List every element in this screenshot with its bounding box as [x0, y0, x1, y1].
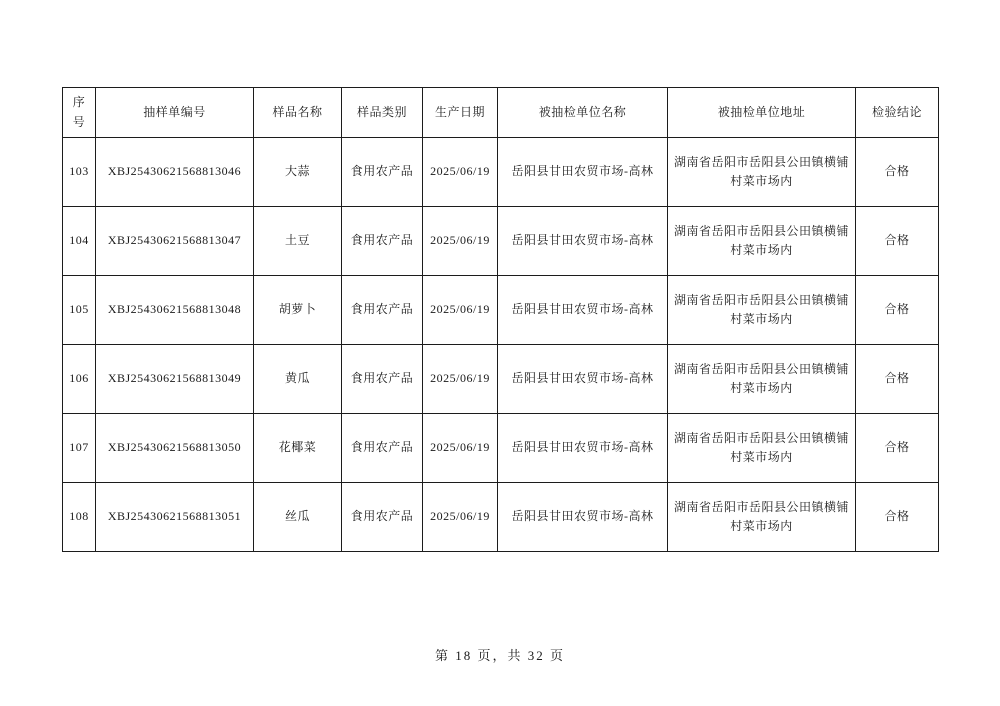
cell-category: 食用农产品 [342, 414, 423, 483]
cell-date: 2025/06/19 [423, 483, 498, 552]
cell-unit-name: 岳阳县甘田农贸市场-高林 [498, 138, 668, 207]
cell-unit-address: 湖南省岳阳市岳阳县公田镇横铺村菜市场内 [668, 207, 856, 276]
cell-sample-name: 土豆 [254, 207, 342, 276]
cell-code: XBJ25430621568813051 [96, 483, 254, 552]
cell-unit-address: 湖南省岳阳市岳阳县公田镇横铺村菜市场内 [668, 345, 856, 414]
cell-unit-address: 湖南省岳阳市岳阳县公田镇横铺村菜市场内 [668, 138, 856, 207]
inspection-results-table [62, 87, 939, 552]
cell-category: 食用农产品 [342, 276, 423, 345]
table-row [63, 276, 939, 345]
header-cell-unit-name: 被抽检单位名称 [498, 88, 668, 138]
cell-category: 食用农产品 [342, 207, 423, 276]
cell-date: 2025/06/19 [423, 207, 498, 276]
cell-date: 2025/06/19 [423, 276, 498, 345]
cell-unit-name: 岳阳县甘田农贸市场-高林 [498, 345, 668, 414]
cell-serial: 104 [63, 207, 96, 276]
cell-serial: 105 [63, 276, 96, 345]
cell-unit-address: 湖南省岳阳市岳阳县公田镇横铺村菜市场内 [668, 483, 856, 552]
cell-sample-name: 丝瓜 [254, 483, 342, 552]
cell-serial: 108 [63, 483, 96, 552]
cell-date: 2025/06/19 [423, 345, 498, 414]
cell-code: XBJ25430621568813046 [96, 138, 254, 207]
cell-result: 合格 [856, 276, 939, 345]
cell-code: XBJ25430621568813047 [96, 207, 254, 276]
cell-category: 食用农产品 [342, 138, 423, 207]
cell-unit-address: 湖南省岳阳市岳阳县公田镇横铺村菜市场内 [668, 276, 856, 345]
cell-sample-name: 黄瓜 [254, 345, 342, 414]
header-cell-serial: 序号 [63, 88, 96, 138]
cell-category: 食用农产品 [342, 483, 423, 552]
cell-result: 合格 [856, 207, 939, 276]
cell-category: 食用农产品 [342, 345, 423, 414]
cell-code: XBJ25430621568813048 [96, 276, 254, 345]
cell-sample-name: 花椰菜 [254, 414, 342, 483]
cell-unit-address: 湖南省岳阳市岳阳县公田镇横铺村菜市场内 [668, 414, 856, 483]
table-row [63, 345, 939, 414]
cell-result: 合格 [856, 483, 939, 552]
table-header [63, 88, 939, 138]
header-row [63, 88, 939, 138]
cell-result: 合格 [856, 414, 939, 483]
header-cell-result: 检验结论 [856, 88, 939, 138]
table-body [63, 138, 939, 552]
cell-date: 2025/06/19 [423, 414, 498, 483]
table-row [63, 207, 939, 276]
header-cell-code: 抽样单编号 [96, 88, 254, 138]
cell-unit-name: 岳阳县甘田农贸市场-高林 [498, 414, 668, 483]
cell-result: 合格 [856, 138, 939, 207]
header-cell-sample-name: 样品名称 [254, 88, 342, 138]
cell-serial: 103 [63, 138, 96, 207]
cell-unit-name: 岳阳县甘田农贸市场-高林 [498, 207, 668, 276]
cell-serial: 107 [63, 414, 96, 483]
header-cell-unit-address: 被抽检单位地址 [668, 88, 856, 138]
page-number-footer: 第 18 页，共 32 页 [434, 648, 565, 663]
table-row [63, 138, 939, 207]
cell-unit-name: 岳阳县甘田农贸市场-高林 [498, 276, 668, 345]
table-row [63, 414, 939, 483]
cell-code: XBJ25430621568813049 [96, 345, 254, 414]
header-cell-category: 样品类别 [342, 88, 423, 138]
cell-code: XBJ25430621568813050 [96, 414, 254, 483]
header-cell-date: 生产日期 [423, 88, 498, 138]
table-row [63, 483, 939, 552]
cell-unit-name: 岳阳县甘田农贸市场-高林 [498, 483, 668, 552]
cell-sample-name: 大蒜 [254, 138, 342, 207]
cell-date: 2025/06/19 [423, 138, 498, 207]
cell-serial: 106 [63, 345, 96, 414]
cell-result: 合格 [856, 345, 939, 414]
cell-sample-name: 胡萝卜 [254, 276, 342, 345]
